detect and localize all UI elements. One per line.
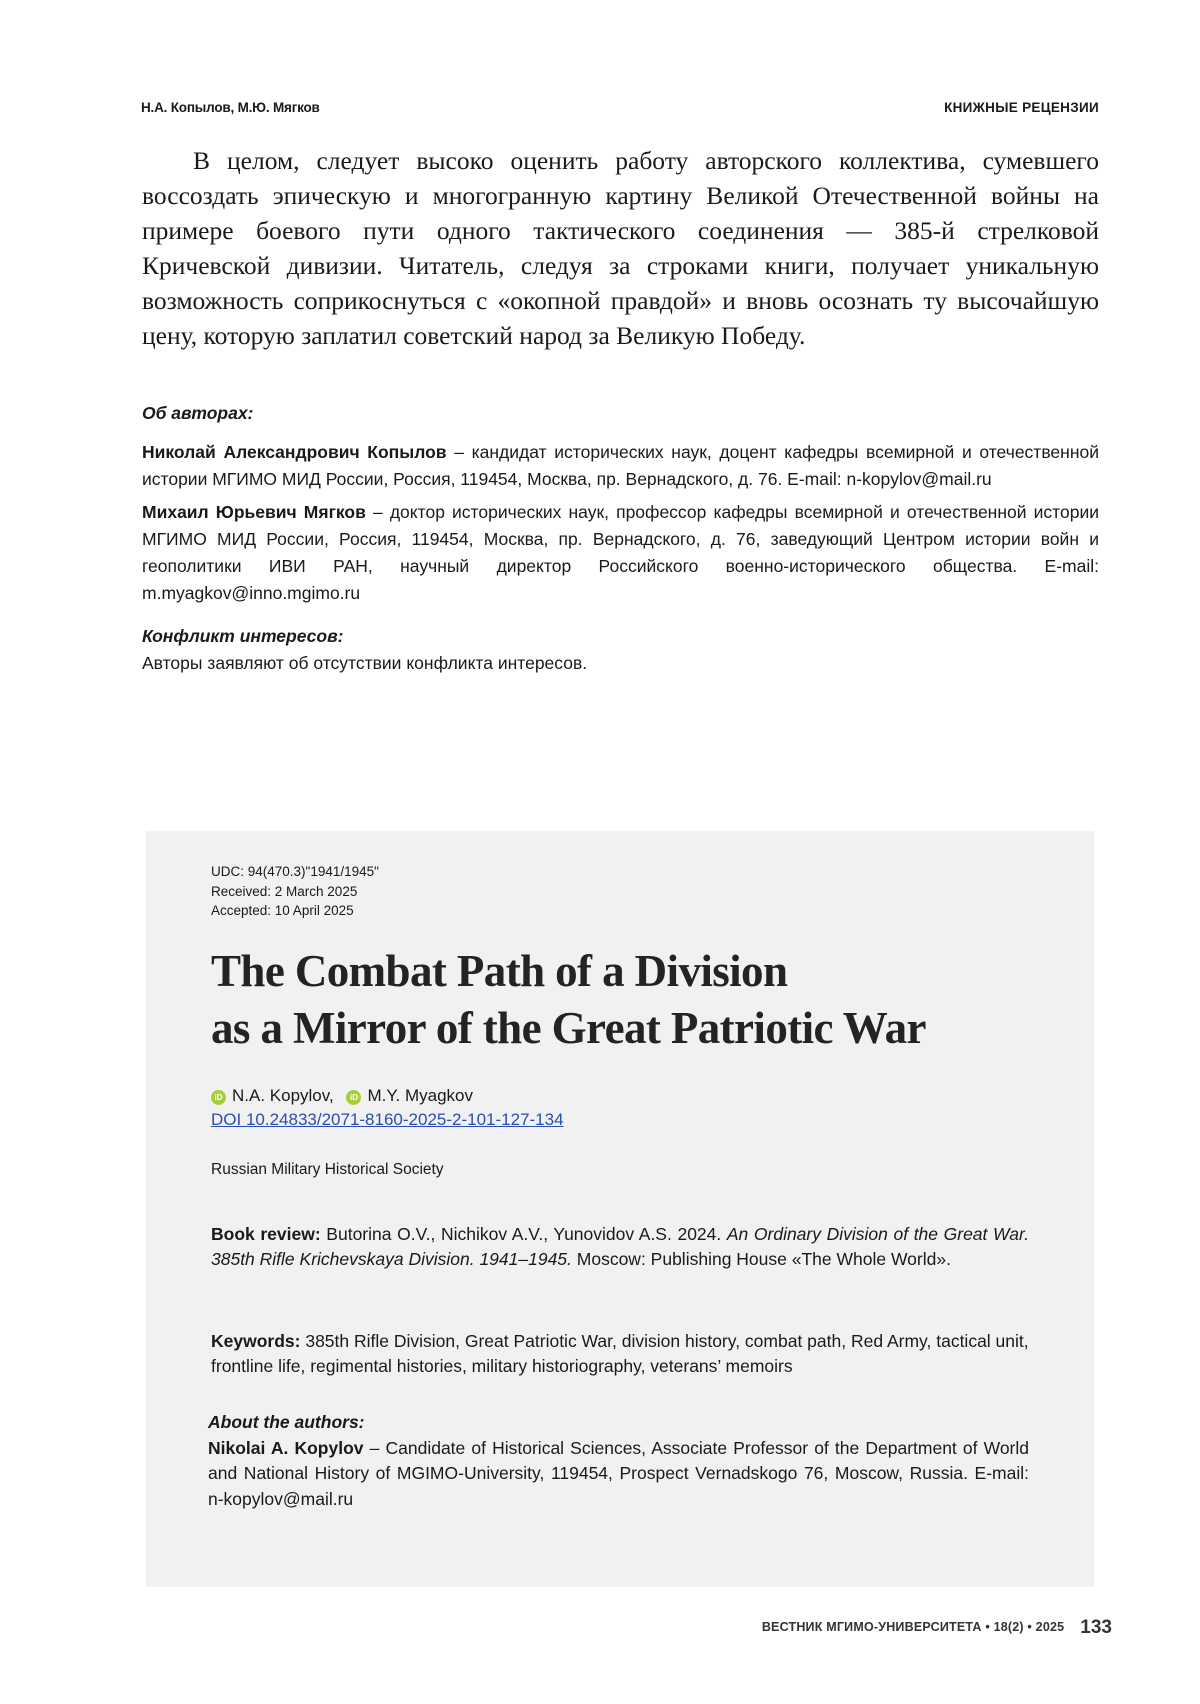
received-date: Received: 2 March 2025 — [211, 882, 379, 902]
about-authors-en — [208, 1410, 1029, 1512]
orcid-icon[interactable]: iD — [346, 1090, 361, 1105]
page-number: 133 — [1080, 1617, 1112, 1638]
author-entry-ru — [142, 439, 1099, 493]
running-head-section: КНИЖНЫЕ РЕЦЕНЗИИ — [944, 100, 1099, 115]
author-name-en: N.A. Kopylov, — [232, 1086, 334, 1105]
book-review-publisher: Moscow: Publishing House «The Whole World». — [572, 1249, 951, 1269]
conflict-heading: Конфликт интересов: — [142, 623, 1099, 650]
author-name-en-bio: Nikolai A. Kopylov — [208, 1438, 364, 1458]
book-review-authors: Butorina O.V., Nichikov A.V., Yunovidov A.S. 2024. — [321, 1224, 727, 1244]
keywords-text: 385th Rifle Division, Great Patriotic War, division history, combat path, Red Army, tactical unit, frontline life, regimental histories, military historiography, veterans’ memoirs — [211, 1331, 1029, 1376]
author-name-ru: Михаил Юрьевич Мягков — [142, 502, 366, 522]
author-details-ru: – доктор исторических наук, профессор кафедры всемирной и отечественной истории МГИМО МИД России, Россия, 119454, Москва, пр. Вернадского, д. 76, заведующий Центром истории войн и геополитики ИВИ РАН, научный директор Российского военно-исторического общества. E-mail: m.myagkov@inno.mgimo.ru — [142, 502, 1099, 603]
about-authors-ru-heading: Об авторах: — [142, 400, 1099, 427]
author-name-ru: Николай Александрович Копылов — [142, 442, 447, 462]
authors-line — [211, 1084, 564, 1108]
accepted-date: Accepted: 10 April 2025 — [211, 901, 379, 921]
udc: UDC: 94(470.3)"1941/1945" — [211, 862, 379, 882]
lead-paragraph: В целом, следует высоко оценить работу авторского коллектива, сумевшего воссоздать эпическую и многогранную картину Великой Отечественной войны на примере боевого пути одного тактического соединения — 385-й стрелковой Кричевской дивизии. Читатель, следуя за строками книги, получает уникальную возможность соприкоснуться с «окопной правдой» и вновь осознать ту высочайшую цену, которую заплатил советский народ за Великую Победу. — [142, 143, 1099, 353]
book-review-label: Book review: — [211, 1224, 321, 1244]
keywords — [211, 1329, 1029, 1379]
page-footer — [762, 1617, 1112, 1639]
keywords-label: Keywords: — [211, 1331, 300, 1351]
article-title-en — [211, 943, 1031, 1057]
book-review-title: An Ordinary Division of the Great War. 385th Rifle Krichevskaya Division. 1941–1945. — [211, 1224, 1029, 1269]
about-authors-en-heading: About the authors: — [208, 1410, 1029, 1436]
author-details-en: – Candidate of Historical Sciences, Associate Professor of the Department of World and National History of MGIMO-University, 119454, Prospect Vernadskogo 76, Moscow, Russia. E-mail: n-kopylov@mail.ru — [208, 1438, 1029, 1509]
article-meta — [211, 862, 379, 921]
english-abstract-box — [146, 831, 1094, 1587]
title-line: as a Mirror of the Great Patriotic War — [211, 1000, 1031, 1057]
about-authors-ru — [142, 400, 1099, 677]
author-entry-ru — [142, 499, 1099, 607]
running-head — [141, 100, 1099, 120]
journal-name: ВЕСТНИК МГИМО-УНИВЕРСИТЕТА • 18(2) • 2025 — [762, 1620, 1064, 1634]
title-line: The Combat Path of a Division — [211, 943, 1031, 1000]
author-details-ru: – кандидат исторических наук, доцент кафедры всемирной и отечественной истории МГИМО МИД России, Россия, 119454, Москва, пр. Вернадского, д. 76. E-mail: n-kopylov@mail.ru — [142, 442, 1099, 489]
doi-link[interactable]: DOI 10.24833/2071-8160-2025-2-101-127-134 — [211, 1108, 564, 1132]
running-head-authors: Н.А. Копылов, М.Ю. Мягков — [141, 100, 320, 115]
bylines — [211, 1084, 564, 1132]
conflict-text: Авторы заявляют об отсутствии конфликта интересов. — [142, 650, 1099, 677]
affiliation: Russian Military Historical Society — [211, 1161, 444, 1179]
author-entry-en — [208, 1436, 1029, 1513]
orcid-icon[interactable]: iD — [211, 1090, 226, 1105]
book-review — [211, 1222, 1029, 1272]
author-name-en: M.Y. Myagkov — [367, 1086, 473, 1105]
